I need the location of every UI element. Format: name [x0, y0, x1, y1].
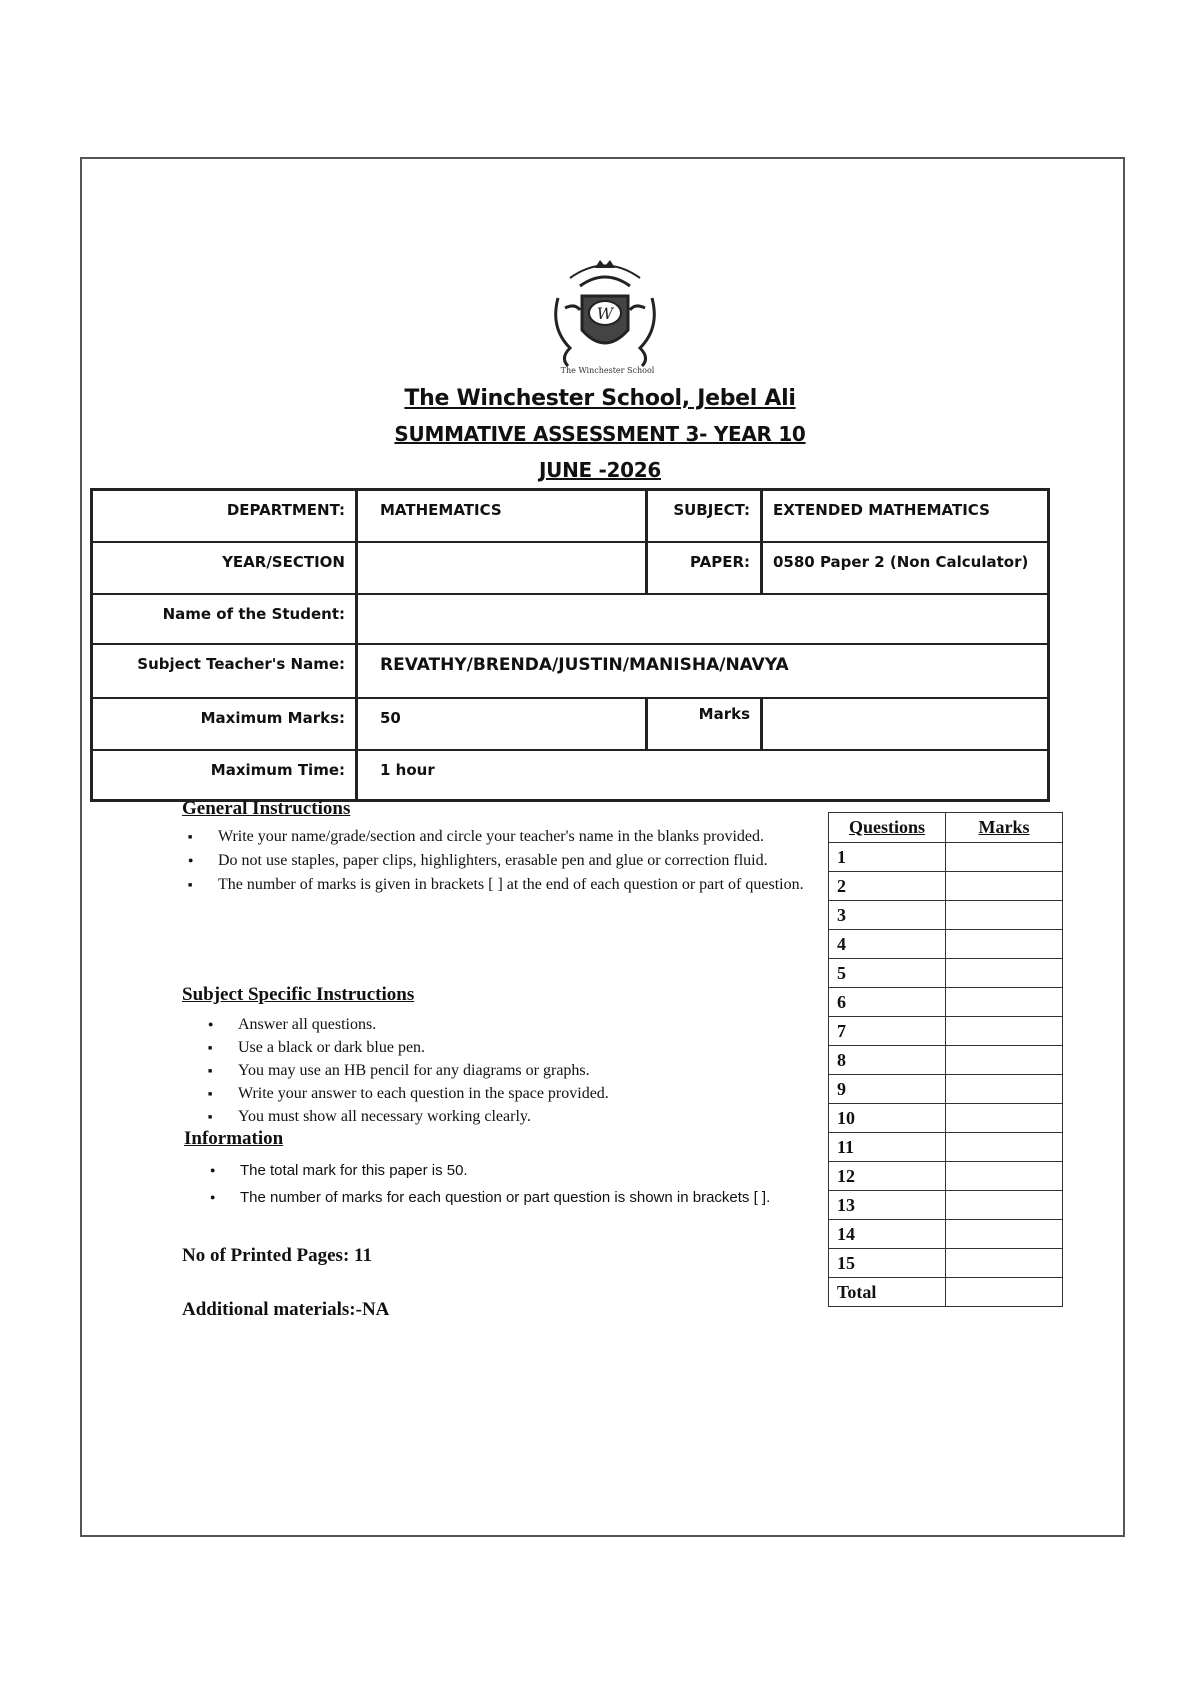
- table-row: [829, 1133, 1063, 1162]
- list-item: ● The total mark for this paper is 50.: [240, 1160, 784, 1181]
- question-number: 14: [829, 1220, 946, 1249]
- marks-cell[interactable]: [946, 1249, 1063, 1278]
- subject-value: EXTENDED MATHEMATICS: [773, 501, 990, 519]
- list-item: ■ Write your answer to each question in the space provided.: [238, 1083, 782, 1104]
- max-time-label: Maximum Time:: [93, 751, 358, 799]
- table-row: [829, 1017, 1063, 1046]
- marks-cell[interactable]: [946, 1046, 1063, 1075]
- general-instructions: [182, 798, 812, 898]
- max-marks-value: 50: [358, 699, 648, 749]
- marks-cell[interactable]: [946, 988, 1063, 1017]
- table-row: [829, 872, 1063, 901]
- marks-label: Marks: [648, 699, 763, 749]
- crest-caption: The Winchester School: [560, 366, 655, 375]
- student-name-field[interactable]: [358, 595, 1047, 643]
- teacher-name-label: Subject Teacher's Name:: [93, 645, 358, 697]
- list-item: ■ Write your name/grade/section and circle your teacher's name in the blanks provided.: [218, 826, 812, 847]
- information-heading: Information: [184, 1128, 284, 1149]
- details-row: [93, 751, 1047, 799]
- department-value: MATHEMATICS: [358, 491, 648, 541]
- list-item: ■ Use a black or dark blue pen.: [238, 1037, 782, 1058]
- question-number: 2: [829, 872, 946, 901]
- table-row: [829, 901, 1063, 930]
- question-number: Total: [829, 1278, 946, 1307]
- question-number: 1: [829, 843, 946, 872]
- printed-pages: No of Printed Pages: 11: [182, 1245, 372, 1266]
- list-item: ● The number of marks for each question or part question is shown in brackets [ ].: [240, 1187, 784, 1208]
- table-row: [829, 930, 1063, 959]
- marks-header: Marks: [946, 813, 1063, 843]
- list-item: ■ The number of marks is given in brackets [ ] at the end of each question or part of question.: [218, 874, 812, 895]
- additional-materials: Additional materials:-NA: [182, 1299, 390, 1320]
- svg-text:W: W: [596, 304, 614, 323]
- table-row: [829, 1249, 1063, 1278]
- question-number: 11: [829, 1133, 946, 1162]
- list-item: ● Answer all questions.: [238, 1014, 782, 1035]
- question-number: 8: [829, 1046, 946, 1075]
- department-label: DEPARTMENT:: [93, 491, 358, 541]
- table-row: [829, 988, 1063, 1017]
- table-row: [829, 843, 1063, 872]
- table-row: [829, 959, 1063, 988]
- marks-cell[interactable]: [946, 1162, 1063, 1191]
- max-time-value: 1 hour: [380, 761, 435, 779]
- marks-cell[interactable]: [946, 1278, 1063, 1307]
- marks-cell[interactable]: [946, 1104, 1063, 1133]
- table-row: [829, 1046, 1063, 1075]
- question-number: 7: [829, 1017, 946, 1046]
- max-marks-label: Maximum Marks:: [93, 699, 358, 749]
- table-row: [829, 1104, 1063, 1133]
- assessment-title: SUMMATIVE ASSESSMENT 3- YEAR 10: [394, 422, 806, 446]
- question-number: 9: [829, 1075, 946, 1104]
- list-item: ■ You must show all necessary working clearly.: [238, 1106, 782, 1127]
- details-row: [93, 491, 1047, 543]
- assessment-date: JUNE -2026: [538, 458, 661, 482]
- marks-cell[interactable]: [946, 901, 1063, 930]
- marks-cell[interactable]: [946, 1133, 1063, 1162]
- list-item: ● Do not use staples, paper clips, highlighters, erasable pen and glue or correction fluid.: [218, 850, 812, 871]
- subject-specific-instructions: [182, 984, 782, 1129]
- subject-label: SUBJECT:: [648, 491, 763, 541]
- information-section: [184, 1128, 784, 1214]
- question-number: 5: [829, 959, 946, 988]
- question-number: 3: [829, 901, 946, 930]
- details-row: [93, 543, 1047, 595]
- details-row: [93, 699, 1047, 751]
- question-number: 10: [829, 1104, 946, 1133]
- marks-cell[interactable]: [946, 843, 1063, 872]
- details-table: [90, 488, 1050, 802]
- school-crest-logo: [540, 248, 670, 378]
- year-section-field[interactable]: [358, 543, 648, 593]
- teacher-names[interactable]: REVATHY/BRENDA/JUSTIN/MANISHA/NAVYA: [380, 655, 789, 675]
- table-row: [829, 1191, 1063, 1220]
- marks-table: [828, 812, 1063, 1307]
- paper-value: 0580 Paper 2 (Non Calculator): [773, 553, 1029, 571]
- details-row: [93, 645, 1047, 699]
- marks-cell[interactable]: [946, 1075, 1063, 1104]
- marks-cell[interactable]: [946, 1017, 1063, 1046]
- school-name: The Winchester School, Jebel Ali: [404, 386, 796, 411]
- marks-cell[interactable]: [946, 1220, 1063, 1249]
- details-row: [93, 595, 1047, 645]
- paper-label: PAPER:: [648, 543, 763, 593]
- general-instructions-heading: General Instructions: [182, 798, 351, 819]
- list-item: ■ You may use an HB pencil for any diagrams or graphs.: [238, 1060, 782, 1081]
- table-row: [829, 1075, 1063, 1104]
- student-name-label: Name of the Student:: [93, 595, 358, 643]
- marks-cell[interactable]: [946, 959, 1063, 988]
- marks-cell[interactable]: [946, 1191, 1063, 1220]
- questions-header: Questions: [829, 813, 946, 843]
- table-row: [829, 1162, 1063, 1191]
- table-row: [829, 1220, 1063, 1249]
- question-number: 12: [829, 1162, 946, 1191]
- question-number: 13: [829, 1191, 946, 1220]
- marks-cell[interactable]: [946, 872, 1063, 901]
- year-section-label: YEAR/SECTION: [93, 543, 358, 593]
- question-number: 15: [829, 1249, 946, 1278]
- question-number: 6: [829, 988, 946, 1017]
- question-number: 4: [829, 930, 946, 959]
- marks-cell[interactable]: [946, 930, 1063, 959]
- specific-instructions-heading: Subject Specific Instructions: [182, 984, 415, 1005]
- table-row: [829, 1278, 1063, 1307]
- marks-field[interactable]: [763, 699, 1047, 749]
